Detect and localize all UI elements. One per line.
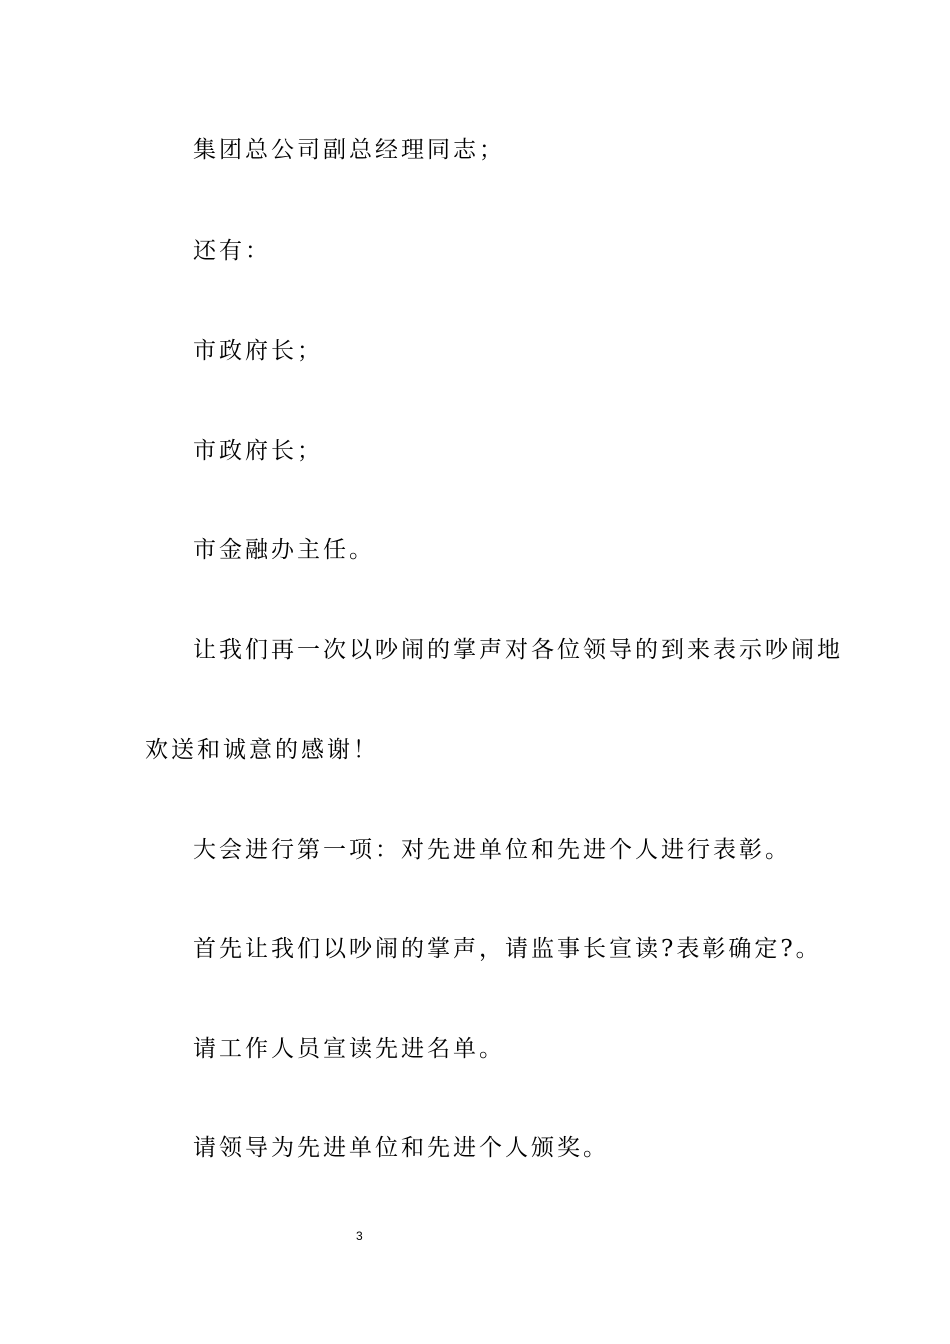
page-number: 3 xyxy=(356,1229,363,1243)
paragraph-line: 集团总公司副总经理同志； xyxy=(193,137,505,163)
paragraph-line: 首先让我们以吵闹的掌声，请监事长宣读?表彰确定?。 xyxy=(193,936,822,962)
paragraph-line: 市政府长； xyxy=(193,438,323,464)
paragraph-line: 请领导为先进单位和先进个人颁奖。 xyxy=(193,1135,609,1161)
paragraph-line: 请工作人员宣读先进名单。 xyxy=(193,1036,505,1062)
paragraph-line: 欢送和诚意的感谢！ xyxy=(145,737,379,763)
paragraph-line: 市金融办主任。 xyxy=(193,537,375,563)
paragraph-line: 还有： xyxy=(193,238,271,264)
paragraph-line: 让我们再一次以吵闹的掌声对各位领导的到来表示吵闹地 xyxy=(193,637,843,663)
paragraph-line: 大会进行第一项：对先进单位和先进个人进行表彰。 xyxy=(193,837,791,863)
paragraph-line: 市政府长； xyxy=(193,338,323,364)
